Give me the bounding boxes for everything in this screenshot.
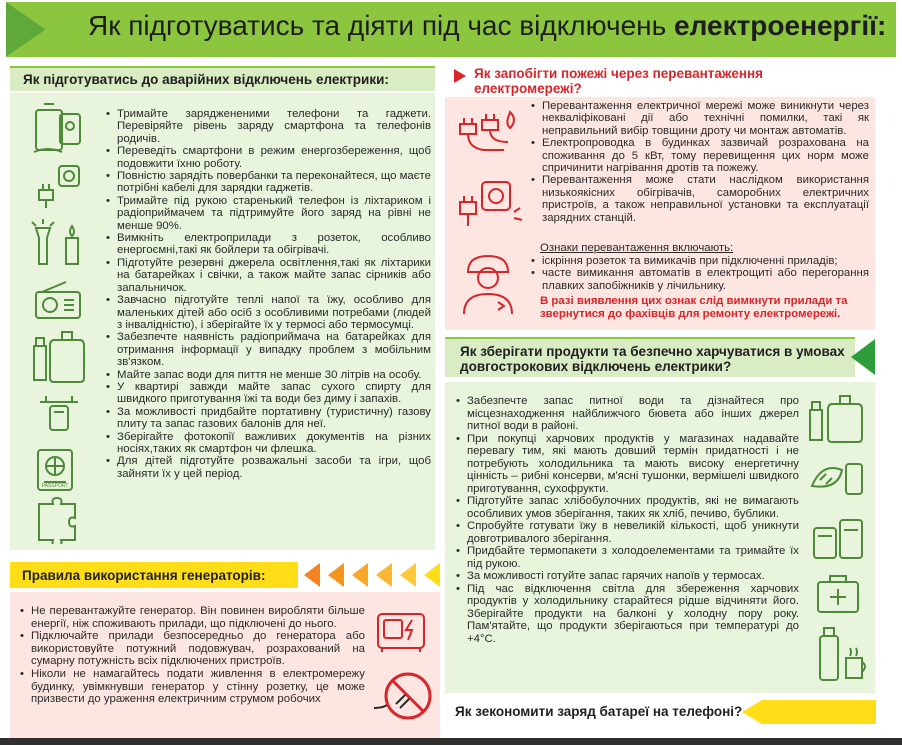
prepare-heading-text: Як підготуватись до аварійних відключень електрики: <box>23 72 389 87</box>
list-item: • Зберігайте фотокопії важливих документів на різних носіях,таких як смартфон чи флешка. <box>106 431 431 456</box>
list-item: • іскріння розеток та вимикачів при підключенні приладів; <box>531 255 869 267</box>
fire-signs-list <box>531 255 869 292</box>
fire-list <box>531 100 869 224</box>
fire-heading <box>474 66 804 96</box>
list-item: • Придбайте термопакети з холодоелементами та тримайте їх під рукою. <box>456 545 799 570</box>
list-item: • Повністю зарядіть повербанки та переконайтеся, що маєте потрібні кабелі для зарядки гаджетів. <box>106 170 431 195</box>
list-item: • Забезпечте запас питної води та дізнайтеся про місцезнаходження найближчого бювета або інших джерел питної води в районі. <box>456 395 799 433</box>
list-item: • Переведіть смартфони в режим енергозбереження, щоб подовжити їхню роботу. <box>106 145 431 170</box>
list-item: • У квартирі завжди майте запас сухого спирту для швидкого приготування їжі та води без диму і запахів. <box>106 381 431 406</box>
list-item: • Перевантаження може стати наслідком використання низькоякісних обігрівачів, саморобних електричних пристроїв, а також неправильної установки та експлуатації зарядних станцій. <box>531 174 869 224</box>
prepare-list <box>106 108 431 480</box>
list-item: • Підготуйте запас хлібобулочних продуктів, які не вимагають особливих умов зберігання, таких як хліб, печиво, бублики. <box>456 495 799 520</box>
prepare-heading <box>10 66 435 91</box>
thermos-icon <box>812 624 868 684</box>
plug-socket-icon <box>33 162 83 210</box>
title-banner <box>0 0 902 60</box>
footer-bar <box>0 738 902 745</box>
food-heading-text: Як зберігати продукти та безпечно харчуватися в умовах довгострокових відключень електрики? <box>460 344 845 374</box>
food-heading <box>445 337 855 377</box>
list-item: • часте вимикання автоматів в електрощиті або перегорання плавких запобіжників у лічильнику. <box>531 267 869 292</box>
orange-arrows <box>304 562 440 588</box>
yellow-arrow-bar <box>742 699 876 725</box>
food-list <box>456 395 799 645</box>
radio-icon <box>32 280 84 322</box>
generators-heading <box>10 562 298 588</box>
canned-food-icon <box>810 512 866 562</box>
list-item: • Підключайте прилади безпосередньо до генератора або використовуйте потужний подовжувач, розрахований на сумарну потужність всіх підключених пристроїв. <box>20 630 365 668</box>
list-item: • При покупці харчових продуктів у магазинах надавайте перевагу тим, які мають довший термін придатності і не потребують холодильника та мають високу енергетичну цінність – рибні консерви, м'ясні тушонки, вермішелі швидкого приготування, сухофрукти. <box>456 433 799 496</box>
list-item: • Електропроводка в будинках зазвичай розрахована на споживання до 5 кВт, тому перевищення цих норм може спричинити нагрівання дротів та пожежу. <box>531 137 869 174</box>
passport-icon <box>32 446 82 494</box>
puzzle-icon <box>33 496 81 544</box>
page-title <box>88 10 886 42</box>
phone-charging-icon <box>30 100 86 158</box>
list-item: • Майте запас води для пиття не менше 30 літрів на особу. <box>106 369 431 381</box>
fire-warning: В разі виявлення цих ознак слід вимкнути прилади та звернутися до фахівців для ремонту електромережі. <box>540 295 848 320</box>
bread-icon <box>808 456 868 500</box>
page-title-bold: електроенергії: <box>674 10 887 41</box>
list-item: • Ніколи не намагайтесь подати живлення в електромережу будинку, увімкнувши генератор у стінну розетку, це може призвести до ураження електричним струмом робочих <box>20 668 365 706</box>
fire-heading-text: Як запобігти пожежі через перевантаження електромережі? <box>474 66 764 96</box>
green-arrow-icon <box>849 337 877 377</box>
list-item: • Не перевантажуйте генератор. Він повинен виробляти більше енергії, ніж споживають прилади, що підключені до нього. <box>20 605 365 630</box>
list-item: • За можливості придбайте портативну (туристичну) газову плиту та запас газових балонів для неї. <box>106 406 431 431</box>
svg-text:PASSPORT: PASSPORT <box>41 483 69 489</box>
list-item: • Перевантаження електричної мережі може виникнути через некваліфіковані дії або технічні помилки, такі як неправильний вибір товщини дроту чи монтаж автоматів. <box>531 100 869 137</box>
list-item: • Тримайте заряджененими телефони та гаджети. Перевіряйте рівень заряду смартфона та телефонів родичів. <box>106 108 431 145</box>
list-item: • Підготуйте резервні джерела освітлення,такі як ліхтарики на батарейках і свічки, а також майте запас сірників або запальничок. <box>106 257 431 294</box>
battery-heading-text: Як зекономити заряд батареї на телефоні? <box>455 704 743 719</box>
generators-heading-text: Правила використання генераторів: <box>22 568 266 583</box>
electrician-icon <box>454 250 522 316</box>
list-item: • Для дітей підготуйте розважальні засоби та ігри, щоб зайняти їх у цей період. <box>106 455 431 480</box>
cooler-bag-icon <box>814 572 862 616</box>
gas-stove-icon <box>36 392 82 434</box>
list-item: • Забезпечте наявність радіоприймача на батарейках для отримання інформації у випадку проблем з мобільним зв'язком. <box>106 331 431 368</box>
water-bottle-icon <box>806 392 868 444</box>
generators-list <box>20 605 365 706</box>
list-item: • Вимкніть електроприлади з розеток, особливо енергоємні,такі як бойлери та обігрівачі. <box>106 232 431 257</box>
list-item: • Під час відключення світла для збереження харчових продуктів у холодильнику старайтеся рідше відчиняти його. Зберігайте продукти на балконі у холодну пору року. Пам'ятайте, що продукти зберігаються при температурі до +4°C. <box>456 583 799 646</box>
flashlight-candle-icon <box>30 218 86 268</box>
sparking-socket-icon <box>452 176 524 230</box>
list-item: • Тримайте під рукою старенький телефон із ліхтариком і радіоприймачем та підтримуйте його заряд на рівні не менше 90%. <box>106 195 431 232</box>
list-item: • Спробуйте готувати їжу в невеликій кількості, щоб уникнути довготривалого зберігання. <box>456 520 799 545</box>
fire-signs-title: Ознаки перевантаження включають: <box>540 242 734 254</box>
generator-icon <box>372 606 434 656</box>
no-plug-icon <box>372 668 434 724</box>
battery-heading <box>445 699 745 725</box>
list-item: • Завчасно підготуйте теплі напої та їжу, особливо для маленьких дітей або осіб з особливими потребами (людей з інвалідністю), і зберігайте їх у термосі або термосумці. <box>106 294 431 331</box>
page-title-plain: Як підготуватись та діяти під час відключень <box>88 10 674 41</box>
red-arrow-icon <box>452 68 468 84</box>
overloaded-outlet-icon <box>452 104 524 160</box>
water-bottles-icon <box>28 328 88 384</box>
list-item: • За можливості готуйте запас гарячих напоїв у термосах. <box>456 570 799 583</box>
